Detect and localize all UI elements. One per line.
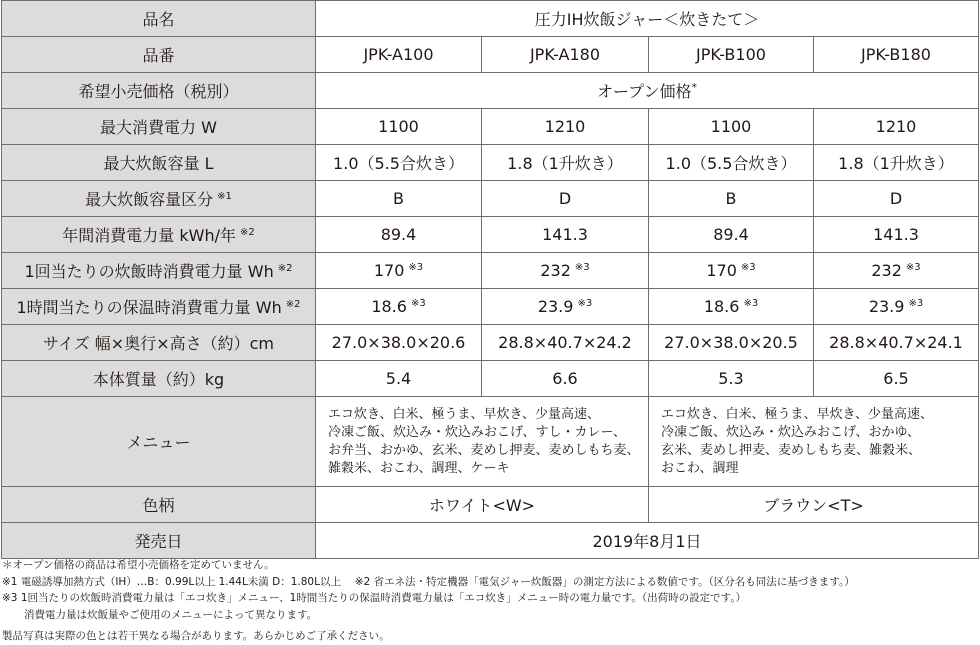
spec-row bbox=[2, 289, 979, 325]
spec-value-a100 bbox=[316, 253, 482, 289]
spec-label-note: ※2 bbox=[239, 227, 255, 238]
spec-label-note: ※2 bbox=[285, 299, 301, 310]
price-value-cell bbox=[316, 73, 979, 109]
spec-value-text: 1.8（1升炊き） bbox=[507, 154, 623, 173]
spec-row bbox=[2, 361, 979, 397]
spec-value-note: ※3 bbox=[908, 298, 924, 309]
spec-value-a180 bbox=[482, 325, 649, 361]
price-mark: * bbox=[691, 81, 698, 94]
row-release bbox=[2, 523, 979, 559]
row-model bbox=[2, 37, 979, 73]
spec-label-text: 1時間当たりの保温時消費電力量 Wh bbox=[16, 298, 282, 317]
model-b180: JPK-B180 bbox=[814, 37, 979, 73]
spec-value-a180 bbox=[482, 109, 649, 145]
spec-value-note: ※3 bbox=[743, 298, 759, 309]
spec-value-b100 bbox=[649, 217, 814, 253]
spec-value-text: 170 bbox=[373, 261, 405, 280]
footnote-photo: 製品写真は実際の色とは若干異なる場合があります。あらかじめご了承ください。 bbox=[2, 630, 390, 642]
menu-list-a bbox=[316, 397, 649, 487]
spec-value-text: 141.3 bbox=[873, 225, 919, 244]
spec-row bbox=[2, 181, 979, 217]
spec-label-note: ※2 bbox=[277, 263, 293, 274]
spec-value-text: 89.4 bbox=[380, 225, 417, 244]
release-date: 2019年8月1日 bbox=[316, 523, 979, 559]
product-name-value: 圧力IH炊飯ジャー＜炊きたて＞ bbox=[316, 1, 979, 37]
spec-value-b100 bbox=[649, 289, 814, 325]
spec-value-a180 bbox=[482, 217, 649, 253]
footnotes bbox=[2, 557, 855, 645]
spec-value-b180 bbox=[814, 217, 979, 253]
spec-value-text: 6.6 bbox=[552, 369, 578, 388]
model-a100: JPK-A100 bbox=[316, 37, 482, 73]
spec-value-text: 23.9 bbox=[868, 297, 905, 316]
spec-value-a180 bbox=[482, 253, 649, 289]
spec-value-b180 bbox=[814, 361, 979, 397]
model-b100: JPK-B100 bbox=[649, 37, 814, 73]
spec-label-text: 最大消費電力 W bbox=[100, 118, 217, 137]
spec-value-text: 1.8（1升炊き） bbox=[838, 154, 954, 173]
spec-value-text: 28.8×40.7×24.2 bbox=[498, 333, 632, 352]
spec-row-label bbox=[2, 181, 316, 217]
spec-value-a180 bbox=[482, 361, 649, 397]
menu-line: 冷凍ご飯、炊込み・炊込みおこげ、すし・カレー、 bbox=[328, 424, 626, 440]
spec-value-text: 18.6 bbox=[371, 297, 407, 316]
spec-value-text: 18.6 bbox=[703, 297, 740, 316]
model-a180: JPK-A180 bbox=[482, 37, 649, 73]
spec-row bbox=[2, 253, 979, 289]
footnote-price: ＊オープン価格の商品は希望小売価格を定めていません。 bbox=[2, 559, 275, 571]
spec-value-b100 bbox=[649, 181, 814, 217]
spec-value-text: 23.9 bbox=[537, 297, 574, 316]
spec-row-label bbox=[2, 325, 316, 361]
row-menu bbox=[2, 397, 979, 487]
spec-value-b180 bbox=[814, 253, 979, 289]
menu-list-b bbox=[649, 397, 979, 487]
spec-value-text: 232 bbox=[871, 261, 902, 280]
spec-value-b180 bbox=[814, 145, 979, 181]
spec-value-note: ※3 bbox=[740, 262, 756, 273]
spec-value-text: D bbox=[889, 189, 903, 208]
spec-value-a100 bbox=[316, 325, 482, 361]
spec-value-b100 bbox=[649, 145, 814, 181]
menu-line: エコ炊き、白米、極うま、早炊き、少量高速、 bbox=[328, 406, 600, 422]
spec-value-a180 bbox=[482, 289, 649, 325]
spec-value-b180 bbox=[814, 109, 979, 145]
spec-row-label bbox=[2, 109, 316, 145]
color-white: ホワイト<W> bbox=[316, 487, 649, 523]
spec-value-text: 1100 bbox=[710, 117, 752, 136]
spec-row bbox=[2, 145, 979, 181]
spec-value-a100 bbox=[316, 181, 482, 217]
row-color bbox=[2, 487, 979, 523]
color-label: 色柄 bbox=[2, 487, 316, 523]
spec-label-text: 最大炊飯容量 L bbox=[103, 154, 214, 173]
spec-value-text: 27.0×38.0×20.5 bbox=[664, 333, 798, 352]
spec-row-label bbox=[2, 217, 316, 253]
spec-label-note: ※1 bbox=[217, 191, 232, 202]
spec-value-text: 232 bbox=[540, 261, 571, 280]
spec-label-text: 1回当たりの炊飯時消費電力量 Wh bbox=[24, 262, 274, 281]
spec-value-text: 1.0（5.5合炊き） bbox=[665, 154, 797, 173]
spec-value-b180 bbox=[814, 181, 979, 217]
spec-value-a100 bbox=[316, 217, 482, 253]
spec-label-text: 年間消費電力量 kWh/年 bbox=[62, 226, 236, 245]
spec-value-text: 1210 bbox=[875, 117, 917, 136]
spec-value-a100 bbox=[316, 361, 482, 397]
spec-value-text: 1210 bbox=[544, 117, 586, 136]
spec-value-b100 bbox=[649, 361, 814, 397]
row-product-name bbox=[2, 1, 979, 37]
spec-value-text: B bbox=[393, 189, 404, 208]
spec-value-a100 bbox=[316, 109, 482, 145]
spec-table bbox=[1, 0, 979, 559]
spec-value-text: 170 bbox=[706, 261, 737, 280]
spec-row bbox=[2, 109, 979, 145]
spec-value-b100 bbox=[649, 325, 814, 361]
footnote-3: ※3 1回当たりの炊飯時消費電力量は「エコ炊き」メニュー、1時間当たりの保温時消費電力量は「エコ炊き」メニュー時の電力量です。（出荷時の設定です。） bbox=[2, 592, 747, 604]
release-label: 発売日 bbox=[2, 523, 316, 559]
footnote-1-2: ※1 電磁誘導加熱方式（IH）…B：0.99L以上 1.44L未満 D：1.80L以上 ※2 省エネ法・特定機器「電気ジャー炊飯器」の測定方法による数値です。（区分名も同法に基づきます。） bbox=[2, 575, 855, 588]
model-label: 品番 bbox=[2, 37, 316, 73]
spec-value-text: 28.8×40.7×24.1 bbox=[829, 333, 963, 352]
spec-value-text: 6.5 bbox=[883, 369, 909, 388]
spec-value-b180 bbox=[814, 325, 979, 361]
menu-label: メニュー bbox=[2, 397, 316, 487]
spec-label-text: サイズ 幅×奥行×高さ（約）cm bbox=[42, 334, 274, 353]
menu-line: 冷凍ご飯、炊込み・炊込みおこげ、おかゆ、 bbox=[661, 424, 920, 440]
spec-value-note: ※3 bbox=[574, 262, 590, 273]
spec-value-note: ※3 bbox=[408, 262, 424, 273]
menu-line: 雑穀米、おこわ、調理、ケーキ bbox=[328, 460, 510, 476]
spec-value-text: 1.0（5.5合炊き） bbox=[333, 154, 464, 173]
spec-value-a100 bbox=[316, 289, 482, 325]
spec-value-text: 5.3 bbox=[718, 369, 744, 388]
row-price bbox=[2, 73, 979, 109]
spec-value-text: 1100 bbox=[378, 117, 419, 136]
spec-value-note: ※3 bbox=[577, 298, 593, 309]
spec-label-text: 本体質量（約）kg bbox=[92, 370, 225, 389]
spec-value-text: D bbox=[558, 189, 572, 208]
footnote-3-cont: 消費電力量は炊飯量やご使用のメニューによって異なります。 bbox=[24, 608, 318, 621]
spec-value-text: 141.3 bbox=[542, 225, 588, 244]
menu-line: お弁当、おかゆ、玄米、麦めし押麦、麦めしもち麦、 bbox=[328, 442, 640, 458]
product-name-label: 品名 bbox=[2, 1, 316, 37]
spec-value-text: 5.4 bbox=[385, 369, 412, 388]
menu-line: エコ炊き、白米、極うま、早炊き、少量高速、 bbox=[661, 406, 933, 422]
spec-value-text: B bbox=[725, 189, 737, 208]
spec-value-a180 bbox=[482, 181, 649, 217]
spec-value-b180 bbox=[814, 289, 979, 325]
spec-value-b100 bbox=[649, 109, 814, 145]
color-brown: ブラウン<T> bbox=[649, 487, 979, 523]
spec-row-label bbox=[2, 361, 316, 397]
price-value: オープン価格 bbox=[596, 82, 692, 101]
spec-row bbox=[2, 217, 979, 253]
spec-value-text: 89.4 bbox=[713, 225, 749, 244]
spec-value-b100 bbox=[649, 253, 814, 289]
spec-row bbox=[2, 325, 979, 361]
spec-row-label bbox=[2, 253, 316, 289]
spec-value-a180 bbox=[482, 145, 649, 181]
spec-value-a100 bbox=[316, 145, 482, 181]
spec-value-note: ※3 bbox=[905, 262, 921, 273]
spec-row-label bbox=[2, 289, 316, 325]
spec-row-label bbox=[2, 145, 316, 181]
menu-line: 玄米、麦めし押麦、麦めしもち麦、雑穀米、 bbox=[661, 442, 922, 458]
price-label: 希望小売価格（税別） bbox=[2, 73, 316, 109]
spec-label-text: 最大炊飯容量区分 bbox=[85, 190, 214, 209]
spec-value-text: 27.0×38.0×20.6 bbox=[331, 333, 466, 352]
spec-value-note: ※3 bbox=[410, 298, 426, 309]
menu-line: おこわ、調理 bbox=[661, 460, 739, 476]
